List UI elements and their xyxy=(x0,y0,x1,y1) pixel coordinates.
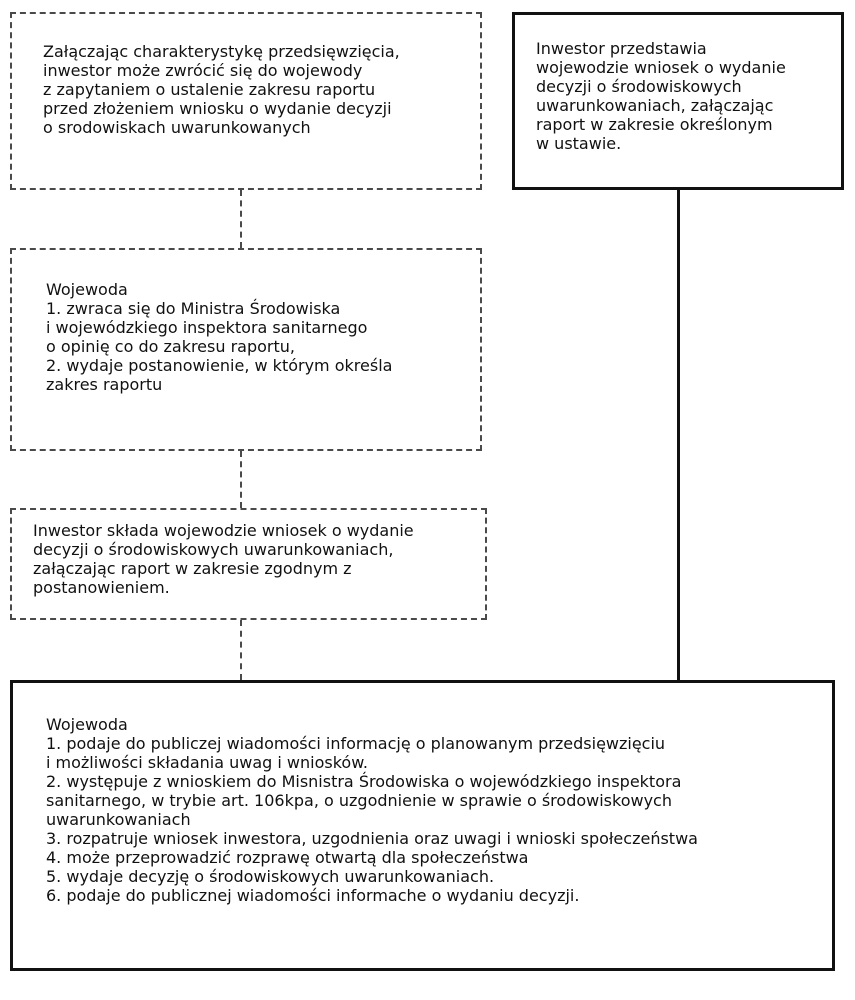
connector-scope-to-voivode xyxy=(240,190,242,248)
connector-submit-to-decision xyxy=(240,620,242,680)
scope-request-text: Załączając charakterystykę przedsięwzięcia, inwestor może zwrócić się do wojewody z zapytaniem o ustalenie zakresu raportu przed złożeniem wniosku o wydanie decyzji o srodowiskach uwarunkowanych xyxy=(43,42,400,137)
investor-direct-text: Inwestor przedstawia wojewodzie wniosek o wydanie decyzji o środowiskowych uwarunkowaniach, załączając raport w zakresie określonym w ustawie. xyxy=(536,39,786,153)
connector-direct-to-decision xyxy=(677,190,680,680)
voivode-scope-text: Wojewoda 1. zwraca się do Ministra Środowiska i wojewódzkiego inspektora sanitarnego o opinię co do zakresu raportu, 2. wydaje postanowienie, w którym określa zakres raportu xyxy=(46,280,393,394)
investor-submit-text: Inwestor składa wojewodzie wniosek o wydanie decyzji o środowiskowych uwarunkowaniach, załączając raport w zakresie zgodnym z postanowieniem. xyxy=(33,521,414,597)
voivode-decision-text: Wojewoda 1. podaje do publiczej wiadomości informację o planowanym przedsięwzięciu i możliwości składania uwag i wniosków. 2. występuje z wnioskiem do Misnistra Środowiska o wojewódzkiego inspektora sanitarnego, w trybie art. 106kpa, o uzgodnienie w sprawie o środowiskowych uwarunkowaniach 3. rozpatruje wniosek inwestora, uzgodnienia oraz uwagi i wnioski społeczeństwa 4. może przeprowadzić rozprawę otwartą dla społeczeństwa 5. wydaje decyzję o środowiskowych uwarunkowaniach. 6. podaje do publicznej wiadomości informache o wydaniu decyzji. xyxy=(46,715,698,905)
connector-voivode-to-submit xyxy=(240,451,242,508)
